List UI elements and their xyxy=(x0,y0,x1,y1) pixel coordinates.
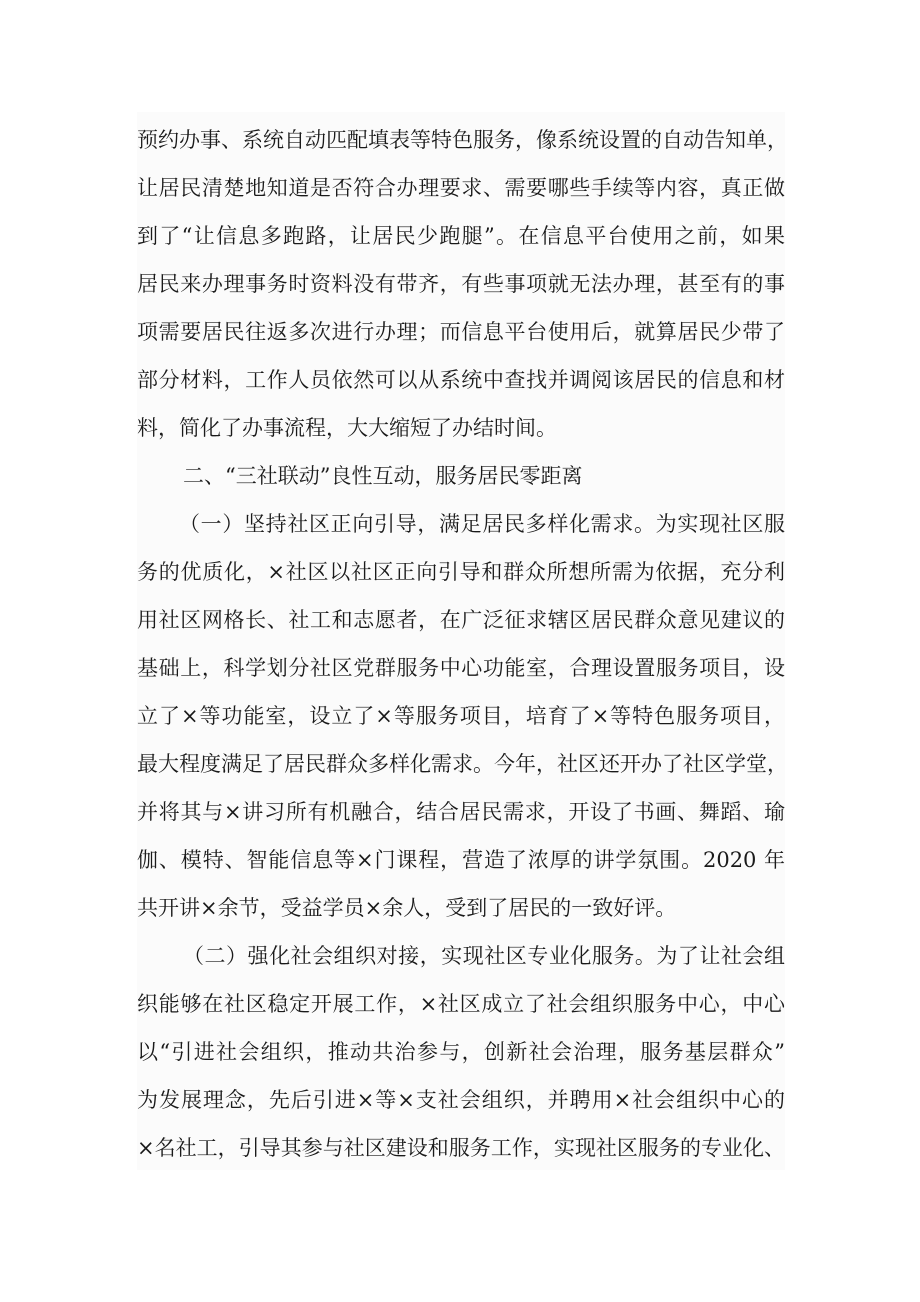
paragraph-line: 立了×等功能室，设立了×等服务项目，培育了×等特色服务项目， xyxy=(137,704,785,728)
paragraph-line: ×名社工，引导其参与社区建设和服务工作，实现社区服务的专业化、 xyxy=(137,1136,785,1160)
paragraph-line: 部分材料，工作人员依然可以从系统中查找并调阅该居民的信息和材 xyxy=(137,368,785,392)
document-body xyxy=(137,112,788,1170)
paragraph-line: （二）强化社会组织对接，实现社区专业化服务。为了让社会组 xyxy=(183,944,785,968)
section-heading: 二、“三社联动”良性互动，服务居民零距离 xyxy=(183,464,583,488)
paragraph-line: 让居民清楚地知道是否符合办理要求、需要哪些手续等内容，真正做 xyxy=(137,176,785,200)
paragraph-line: 并将其与×讲习所有机融合，结合居民需求，开设了书画、舞蹈、瑜 xyxy=(137,800,785,824)
paragraph-line: 以“引进社会组织，推动共治参与，创新社会治理，服务基层群众” xyxy=(137,1040,785,1064)
paragraph-line: 织能够在社区稳定开展工作，×社区成立了社会组织服务中心，中心 xyxy=(137,992,785,1016)
paragraph-line: 料，简化了办事流程，大大缩短了办结时间。 xyxy=(137,416,557,440)
paragraph-line: 用社区网格长、社工和志愿者，在广泛征求辖区居民群众意见建议的 xyxy=(137,608,785,632)
paragraph-line: 项需要居民往返多次进行办理；而信息平台使用后，就算居民少带了 xyxy=(137,320,785,344)
paragraph-line: 共开讲×余节，受益学员×余人，受到了居民的一致好评。 xyxy=(137,896,677,920)
paragraph-line: 务的优质化，×社区以社区正向引导和群众所想所需为依据，充分利 xyxy=(137,560,785,584)
paragraph-line: （一）坚持社区正向引导，满足居民多样化需求。为实现社区服 xyxy=(179,512,785,536)
paragraph-line: 为发展理念，先后引进×等×支社会组织，并聘用×社会组织中心的 xyxy=(137,1088,785,1112)
paragraph-line: 最大程度满足了居民群众多样化需求。今年，社区还开办了社区学堂， xyxy=(137,752,788,776)
paragraph-line: 伽、模特、智能信息等×门课程，营造了浓厚的讲学氛围。2020 年 xyxy=(137,848,785,872)
paragraph-line: 预约办事、系统自动匹配填表等特色服务，像系统设置的自动告知单， xyxy=(137,128,788,152)
paragraph-line: 到了“让信息多跑路，让居民少跑腿”。在信息平台使用之前，如果 xyxy=(137,224,785,248)
paragraph-line: 居民来办理事务时资料没有带齐，有些事项就无法办理，甚至有的事 xyxy=(137,272,785,296)
paragraph-line: 基础上，科学划分社区党群服务中心功能室，合理设置服务项目，设 xyxy=(137,656,785,680)
